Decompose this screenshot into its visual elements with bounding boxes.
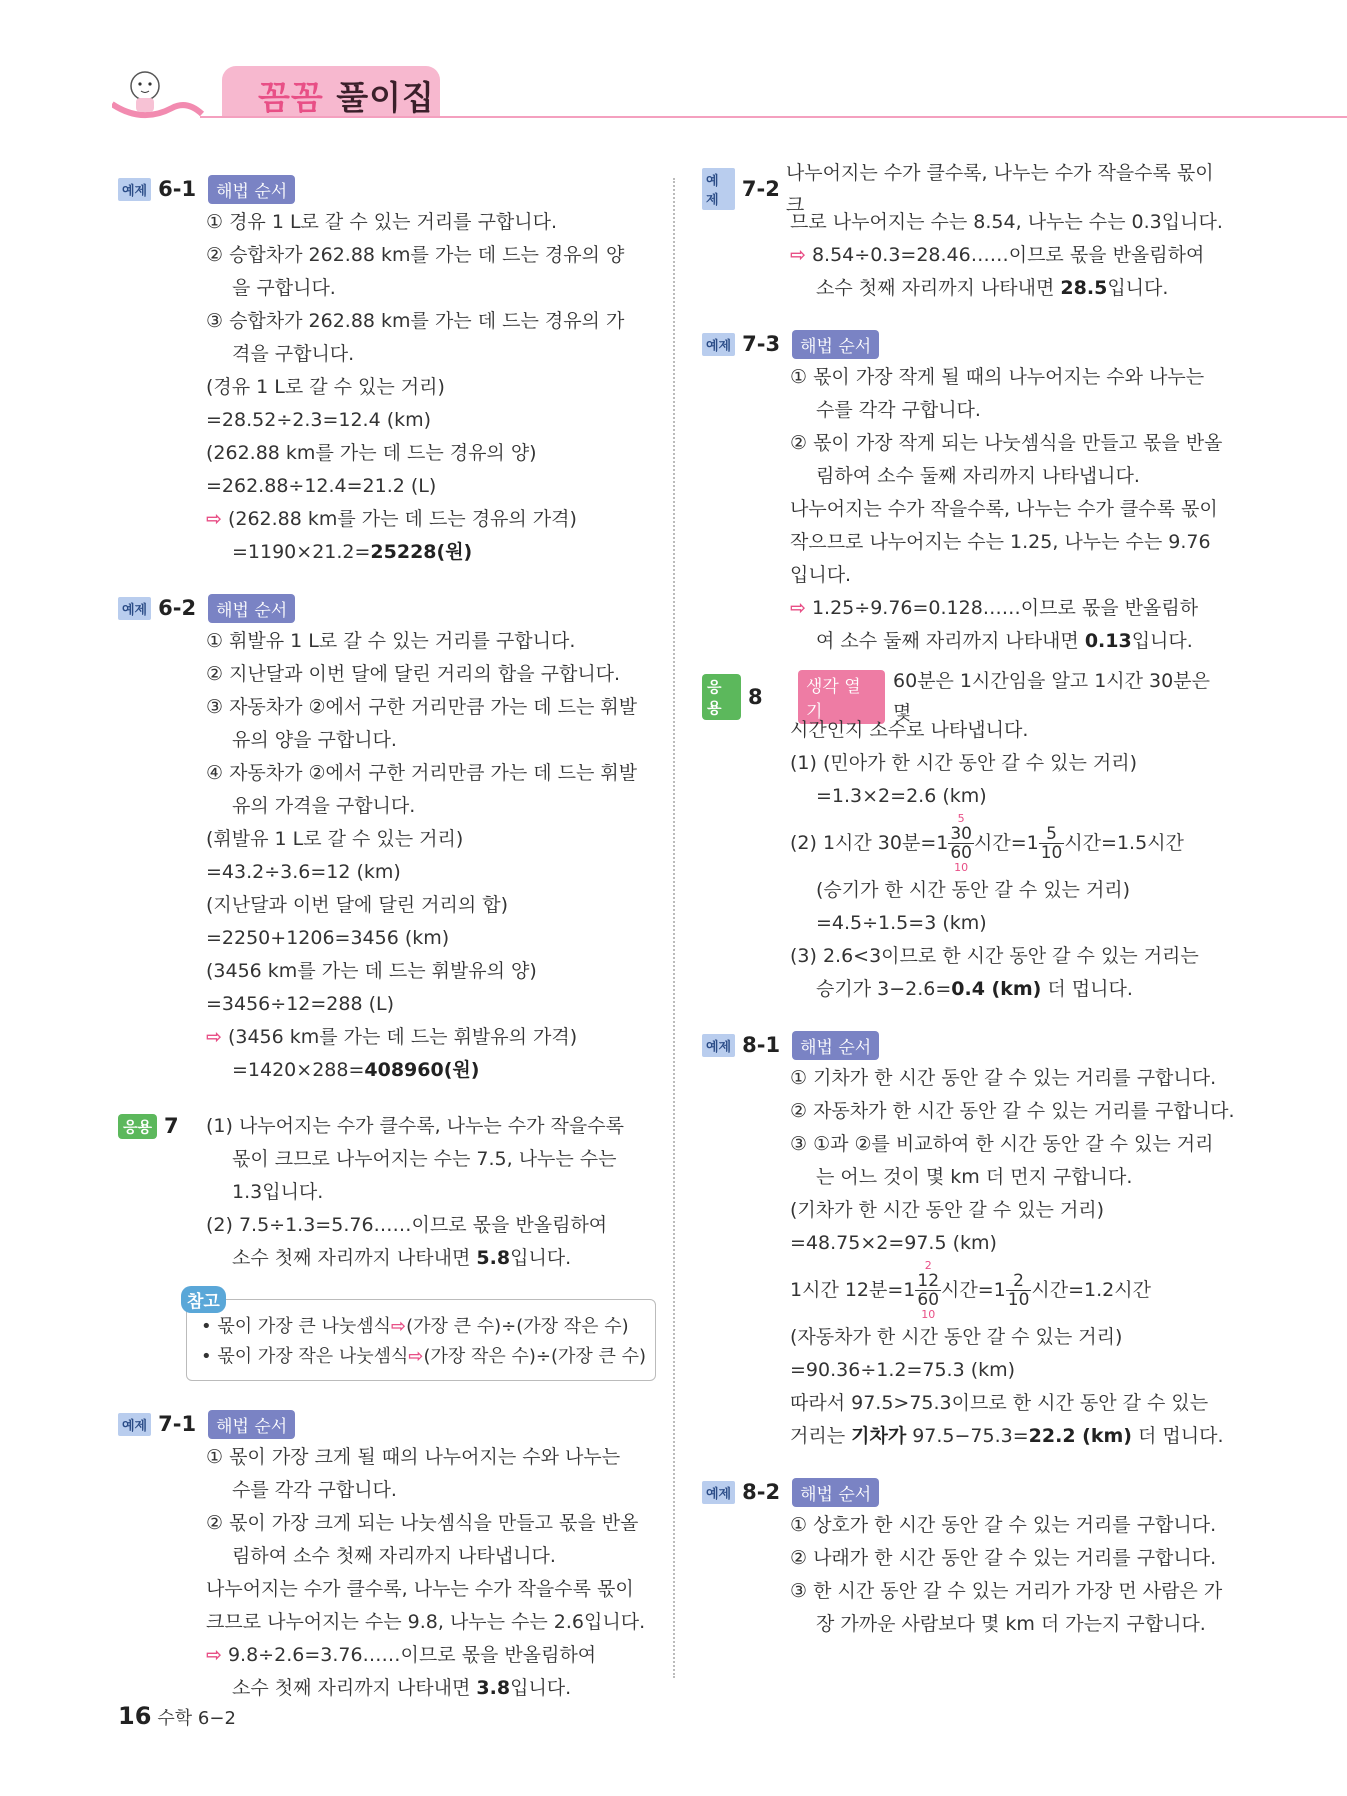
- denominator: 60: [917, 1290, 940, 1310]
- text-line: 수를 각각 구합니다.: [816, 399, 981, 421]
- text-line: =28.52÷2.3=12.4 (km): [206, 409, 432, 431]
- numerator: 12: [917, 1271, 940, 1291]
- mascot-icon: [112, 64, 232, 124]
- problem-number: 8-2: [742, 1480, 781, 1504]
- text-line: 시간인지 소수로 나타냅니다.: [790, 719, 1029, 741]
- page-footer: [118, 1702, 236, 1730]
- text-line: (262.88 km를 가는 데 드는 경유의 양): [206, 442, 537, 464]
- text-line: 1.3입니다.: [232, 1181, 324, 1203]
- problem-number: 8-1: [742, 1033, 781, 1057]
- text-line: (262.88 km를 가는 데 드는 경유의 가격): [227, 508, 577, 530]
- fraction: [1006, 1272, 1032, 1309]
- page-number: 16: [118, 1702, 152, 1730]
- text-line: ② 자동차가 한 시간 동안 갈 수 있는 거리를 구합니다.: [790, 1100, 1235, 1122]
- text-line: ② 지난달과 이번 달에 달린 거리의 합을 구합니다.: [206, 663, 621, 685]
- text-line: =2250+1206=3456 (km): [206, 927, 450, 949]
- text-line: 입니다.: [1131, 630, 1193, 652]
- fraction: [948, 813, 974, 874]
- text-line: (자동차가 한 시간 동안 갈 수 있는 거리): [790, 1326, 1123, 1348]
- note-line: • 몫이 가장 큰 나눗셈식: [201, 1316, 391, 1337]
- reference-note: [186, 1292, 656, 1381]
- text-line: (3456 km를 가는 데 드는 휘발유의 양): [206, 960, 537, 982]
- numerator: 30: [950, 824, 972, 844]
- solution-order-badge: 해법 순서: [208, 1410, 295, 1439]
- reduced-numerator: 5: [957, 812, 965, 825]
- text-line: (1) (민아가 한 시간 동안 갈 수 있는 거리): [790, 752, 1138, 774]
- left-column: [118, 172, 658, 1727]
- example-tag: 예제: [702, 1034, 735, 1057]
- fraction-line: [702, 1260, 1234, 1321]
- text-line: =43.2÷3.6=12 (km): [206, 861, 401, 883]
- application-tag: 응용: [702, 674, 741, 720]
- text-line: 60분은 1시간임을 알고 1시간 30분은 몇: [892, 670, 1210, 724]
- text-line: 을 구합니다.: [232, 277, 336, 299]
- example-tag: 예제: [118, 597, 151, 620]
- text-line: 시간=1: [941, 1279, 1006, 1301]
- text-line: ② 몫이 가장 작게 되는 나눗셈식을 만들고 몫을 반올: [790, 432, 1223, 454]
- text-line: =4.5÷1.5=3 (km): [816, 912, 987, 934]
- text-line: (기차가 한 시간 동안 갈 수 있는 거리): [790, 1199, 1105, 1221]
- text-line: ④ 자동차가 ②에서 구한 거리만큼 가는 데 드는 휘발: [206, 762, 638, 784]
- example-7-1: [118, 1407, 658, 1705]
- text-line: =1190×21.2=: [232, 541, 371, 563]
- solution-order-badge: 해법 순서: [792, 1031, 879, 1060]
- problem-number: 6-1: [158, 177, 197, 201]
- text-line: =262.88÷12.4=21.2 (L): [206, 475, 437, 497]
- example-8-1: [702, 1028, 1234, 1453]
- example-tag: 예제: [702, 333, 735, 356]
- text-line: =90.36÷1.2=75.3 (km): [790, 1359, 1016, 1381]
- text-line: 입니다.: [510, 1677, 572, 1699]
- text-line: 9.8÷2.6=3.76……이므로 몫을 반올림하여: [227, 1644, 597, 1666]
- solution-order-badge: 해법 순서: [792, 330, 879, 359]
- text-line: ③ 자동차가 ②에서 구한 거리만큼 가는 데 드는 휘발: [206, 696, 638, 718]
- example-6-2: [118, 591, 658, 1087]
- text-line: (2) 7.5÷1.3=5.76……이므로 몫을 반올림하여: [206, 1214, 608, 1236]
- text-line: ① 몫이 가장 크게 될 때의 나누어지는 수와 나누는: [206, 1446, 621, 1468]
- answer: 25228(원): [370, 541, 473, 563]
- fraction: [915, 1260, 941, 1321]
- text-line: 격을 구합니다.: [232, 343, 355, 365]
- example-tag: 예제: [118, 178, 151, 201]
- text-line: =1420×288=: [232, 1059, 365, 1081]
- text-line: 크므로 나누어지는 수는 9.8, 나누는 수는 2.6입니다.: [206, 1611, 646, 1633]
- text-line: =48.75×2=97.5 (km): [790, 1232, 997, 1254]
- text-line: ② 나래가 한 시간 동안 갈 수 있는 거리를 구합니다.: [790, 1547, 1217, 1569]
- text-line: 작으므로 나누어지는 수는 1.25, 나누는 수는 9.76: [790, 531, 1211, 553]
- text-line: 거리는: [790, 1425, 852, 1447]
- denominator: 10: [1040, 843, 1063, 863]
- text-line: 소수 첫째 자리까지 나타내면: [816, 277, 1061, 299]
- note-line: (가장 작은 수)÷(가장 큰 수): [423, 1346, 647, 1367]
- numerator: 5: [1039, 825, 1065, 844]
- text-line: 8.54÷0.3=28.46……이므로 몫을 반올림하여: [811, 244, 1205, 266]
- arrow-icon: ⇨: [206, 1026, 222, 1048]
- note-line: • 몫이 가장 작은 나눗셈식: [201, 1346, 409, 1367]
- example-7-2: [702, 162, 1234, 305]
- arrow-icon: ⇨: [408, 1346, 424, 1367]
- solution-order-badge: 해법 순서: [208, 175, 295, 204]
- arrow-icon: ⇨: [790, 244, 806, 266]
- application-7: [118, 1109, 658, 1275]
- text-line: 유의 양을 구합니다.: [232, 729, 397, 751]
- application-tag: 응용: [118, 1114, 157, 1139]
- text-line: 따라서 97.5>75.3이므로 한 시간 동안 갈 수 있는: [790, 1392, 1209, 1414]
- text-line: 는 어느 것이 몇 km 더 먼지 구합니다.: [816, 1166, 1133, 1188]
- title-rest: 풀이집: [336, 78, 435, 117]
- text-line: ① 상호가 한 시간 동안 갈 수 있는 거리를 구합니다.: [790, 1514, 1217, 1536]
- text-line: (2) 1시간 30분=1: [790, 832, 949, 854]
- solution-order-badge: 해법 순서: [792, 1478, 879, 1507]
- answer: 28.5: [1060, 277, 1108, 299]
- thinking-badge: 생각 열기: [798, 670, 885, 724]
- arrow-icon: ⇨: [206, 1644, 222, 1666]
- example-7-3: [702, 327, 1234, 658]
- answer-word: 기차가: [851, 1425, 907, 1447]
- problem-number: 8: [747, 685, 763, 709]
- text-line: 몫이 크므로 나누어지는 수는 7.5, 나누는 수는: [232, 1148, 617, 1170]
- problem-number: 7: [163, 1114, 179, 1138]
- title-accent: 꼼꼼: [258, 78, 324, 117]
- arrow-icon: ⇨: [391, 1316, 407, 1337]
- example-tag: 예제: [702, 1481, 735, 1504]
- text-line: =3456÷12=288 (L): [206, 993, 395, 1015]
- page-title: [258, 72, 435, 119]
- problem-number: 6-2: [158, 596, 197, 620]
- text-line: (경유 1 L로 갈 수 있는 거리): [206, 376, 445, 398]
- text-line: (3456 km를 가는 데 드는 휘발유의 가격): [227, 1026, 578, 1048]
- text-line: 나누어지는 수가 작을수록, 나누는 수가 클수록 몫이: [790, 498, 1218, 520]
- text-line: 시간=1: [973, 832, 1039, 854]
- text-line: 97.5−75.3=: [906, 1425, 1029, 1447]
- answer: 5.8: [476, 1247, 511, 1269]
- text-line: 나누어지는 수가 클수록, 나누는 수가 작을수록 몫이 크: [785, 162, 1214, 216]
- text-line: 1시간 12분=1: [790, 1279, 916, 1301]
- text-line: (3) 2.6<3이므로 한 시간 동안 갈 수 있는 거리는: [790, 945, 1199, 967]
- book-title: 수학 6−2: [157, 1708, 236, 1729]
- column-divider: [673, 178, 675, 1678]
- numerator: 2: [1006, 1272, 1032, 1291]
- example-8-2: [702, 1475, 1234, 1641]
- problem-number: 7-1: [158, 1412, 197, 1436]
- text-line: 승기가 3−2.6=: [816, 978, 952, 1000]
- reference-tag: 참고: [181, 1286, 226, 1313]
- text-line: 소수 첫째 자리까지 나타내면: [232, 1247, 477, 1269]
- fraction: [1039, 825, 1065, 862]
- text-line: 유의 가격을 구합니다.: [232, 795, 416, 817]
- text-line: ① 몫이 가장 작게 될 때의 나누어지는 수와 나누는: [790, 366, 1205, 388]
- reduced-numerator: 2: [924, 1259, 932, 1272]
- text-line: ① 기차가 한 시간 동안 갈 수 있는 거리를 구합니다.: [790, 1067, 1217, 1089]
- text-line: 수를 각각 구합니다.: [232, 1479, 397, 1501]
- text-line: 더 멉니다.: [1041, 978, 1133, 1000]
- denominator: 10: [1007, 1290, 1030, 1310]
- text-line: 장 가까운 사람보다 몇 km 더 가는지 구합니다.: [816, 1613, 1206, 1635]
- text-line: 1.25÷9.76=0.128……이므로 몫을 반올림하: [811, 597, 1199, 619]
- reduced-denominator: 10: [921, 1308, 936, 1321]
- text-line: 나누어지는 수가 클수록, 나누는 수가 작을수록 몫이: [206, 1578, 634, 1600]
- text-line: 림하여 소수 첫째 자리까지 나타냅니다.: [232, 1545, 556, 1567]
- example-6-1: [118, 172, 658, 569]
- note-line: (가장 큰 수)÷(가장 작은 수): [406, 1316, 629, 1337]
- text-line: (1) 나누어지는 수가 클수록, 나누는 수가 작을수록: [206, 1115, 624, 1137]
- text-line: 입니다.: [790, 564, 852, 586]
- text-line: ② 승합차가 262.88 km를 가는 데 드는 경유의 양: [206, 244, 625, 266]
- text-line: 여 소수 둘째 자리까지 나타내면: [816, 630, 1085, 652]
- text-line: (지난달과 이번 달에 달린 거리의 합): [206, 894, 508, 916]
- example-tag: 예제: [702, 168, 735, 210]
- answer: 0.13: [1084, 630, 1132, 652]
- solution-order-badge: 해법 순서: [208, 594, 295, 623]
- text-line: 시간=1.5시간: [1064, 832, 1184, 854]
- problem-number: 7-3: [742, 332, 781, 356]
- text-line: ② 몫이 가장 크게 되는 나눗셈식을 만들고 몫을 반올: [206, 1512, 639, 1534]
- text-line: ① 휘발유 1 L로 갈 수 있는 거리를 구합니다.: [206, 630, 576, 652]
- denominator: 60: [950, 843, 972, 863]
- answer: 408960(원): [364, 1059, 480, 1081]
- reduced-denominator: 10: [954, 861, 969, 874]
- answer: 0.4 (km): [951, 978, 1042, 1000]
- example-tag: 예제: [118, 1413, 151, 1436]
- answer: 22.2 (km): [1028, 1425, 1132, 1447]
- text-line: ③ 한 시간 동안 갈 수 있는 거리가 가장 먼 사람은 가: [790, 1580, 1223, 1602]
- answer: 3.8: [476, 1677, 511, 1699]
- text-line: (승기가 한 시간 동안 갈 수 있는 거리): [816, 879, 1131, 901]
- text-line: ③ 승합차가 262.88 km를 가는 데 드는 경유의 가: [206, 310, 625, 332]
- application-8: [702, 670, 1234, 1006]
- arrow-icon: ⇨: [790, 597, 806, 619]
- text-line: 입니다.: [1107, 277, 1169, 299]
- text-line: 입니다.: [510, 1247, 572, 1269]
- arrow-icon: ⇨: [206, 508, 222, 530]
- text-line: (휘발유 1 L로 갈 수 있는 거리): [206, 828, 464, 850]
- text-line: 므로 나누어지는 수는 8.54, 나누는 수는 0.3입니다.: [790, 211, 1223, 233]
- right-column: [702, 162, 1235, 1663]
- text-line: ① 경유 1 L로 갈 수 있는 거리를 구합니다.: [206, 211, 558, 233]
- fraction-line: [702, 813, 1234, 874]
- text-line: =1.3×2=2.6 (km): [816, 785, 987, 807]
- text-line: 림하여 소수 둘째 자리까지 나타냅니다.: [816, 465, 1140, 487]
- text-line: 더 멉니다.: [1131, 1425, 1224, 1447]
- text-line: ③ ①과 ②를 비교하여 한 시간 동안 갈 수 있는 거리: [790, 1133, 1214, 1155]
- problem-number: 7-2: [741, 177, 780, 201]
- text-line: 시간=1.2시간: [1031, 1279, 1151, 1301]
- text-line: 소수 첫째 자리까지 나타내면: [232, 1677, 477, 1699]
